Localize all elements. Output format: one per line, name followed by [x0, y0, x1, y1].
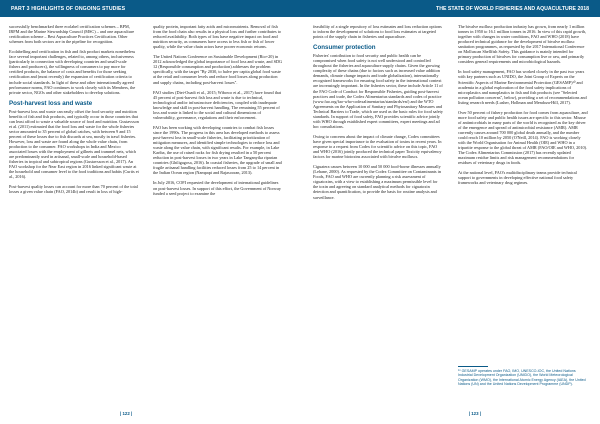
paragraph: The United Nations Conference on Sustainable Development (Rio+20) in 2012 acknowledged the global importance of food loss and waste, and SDG 12 (Responsible consumption and production) addresses the problem specifically, with the target "By 2030, to halve per capita global food waste at the retail and consumer levels and reduce food losses along production and supply chains, including post-harvest losses". [153, 54, 283, 85]
paragraph: Fisheries' contribution to food security and public health can be compromised when food safety is not well understood and controlled throughout the fisheries and aquaculture supply chains. Given the growing complexity of these chains (due to factors such as increased value addition demands, climate change impacts and trade globalization), internationally recognized frameworks for ensuring food safety in the international context are increasingly important. In the fisheries sector, these include Article 11 of the FAO Code of Conduct for Responsible Fisheries, guiding post-harvest practices and trade, the Codex Alimentarius standards and codes of practice (www.fao.org/fao-who-codexalimentarius/standards/en/) and the WTO Agreements on the Application of Sanitary and Phytosanitary Measures and Technical Barriers to Trade, which are used as the basic rules for food safety standards. In support of food safety, FAO provides scientific advice jointly with WHO through established expert committees, expert meetings and ad hoc consultations. [313, 53, 443, 129]
paragraph: quality protein, important fatty acids and micronutrients. Removal of fish from the food chain also results in a physical loss and further contributes to reduced availability. Both types of loss have negative impact on food and nutrition security, as consumers have access to less fish or fish of lower quality, while the value chain actors have poorer economic returns. [153, 24, 282, 50]
paragraph: Post-harvest quality losses can account for more than 70 percent of the total losses a given value chain (FAO, 2014b) and result in loss of high- [9, 184, 138, 195]
column-1 [9, 24, 139, 200]
page-number-left: | 122 | [120, 411, 133, 416]
paragraph: In July 2016, COFI requested the development of international guidelines on post-harvest losses. In support of this effort, the Government of Norway funded a seed project to examine the [153, 180, 281, 196]
header-right-title: THE STATE OF WORLD FISHERIES AND AQUACULTURE 2018 [436, 6, 589, 12]
page-number-right: | 123 | [468, 411, 481, 416]
column-4 [458, 24, 588, 191]
header-left-title: PART 3 HIGHLIGHTS OF ONGOING STUDIES [11, 6, 126, 12]
section-heading-post-harvest: Post-harvest loss and waste [9, 99, 93, 107]
paragraph: Post-harvest loss and waste can easily offset the food security and nutrition benefits of fish and fish products, and typically occur in those countries that can least afford to waste a valuable source of food and nutrition. Gustavsson et al. (2011) estimated that the food loss and waste for the whole fisheries sector amounted to 35 percent of global catches, with between 9 and 15 percent of these losses due to fish discards at sea, mostly in trawl fisheries. However, loss and waste are found along the whole value chain, from production to the consumer. FAO workshops in India and Mexico associated losses with the employment of gillnets and trammel nets, which are predominantly used in artisanal, small-scale and household-based fisheries in tropical and subtropical regions (Gustavsson et al., 2017). An FAO workshop for the Near East region in 2016 linked significant waste at the household and consumer level to the food traditions and habits (Curtis et al., 2016). [9, 108, 139, 180]
section-heading-consumer-protection: Consumer protection [313, 44, 376, 52]
paragraph: Owing to concerns about the impact of climate change, Codex committees have given special importance to the evaluation of toxins in recent years. In response to a request from Codex for scientific advice on this topic, FAO and WHO (2016) jointly produced the technical paper Toxicity equivalency factors for marine biotoxins associated with bivalve molluscs. [313, 133, 442, 160]
column-2 [153, 24, 283, 201]
paragraph: successfully benchmarked three ecolabel certification schemes – BPM, IRFM and the Marine Stewardship Council (MSC) – and one aquaculture certification scheme – Best Aquaculture Practices Certification. Other schemes from both sectors are in the pipeline for recognition. [9, 24, 135, 45]
footnote: ¹⁰ GESAMP operates under FAO, IMO, UNESCO-IOC, the United Nations Industrial Development Organization (UNIDO), the World Meteorological Organization (WMO), the International Atomic Energy Agency (IAEA), the United Nations (UN) and the United Nations Development Programme (UNDP). [458, 369, 586, 387]
paragraph: feasibility of a single repository of loss estimates and loss reduction options to inform the development of solutions to food loss estimates at targeted points of the supply chain in fisheries and aquaculture. [313, 24, 442, 40]
paragraph: Ecolabelling and certification in fish and fish product markets nonetheless face several important challenges, related to, among others, inclusiveness (particularly in connection with developing countries and small-scale fishers and producers), the willingness of consumers to pay more for certified products, the balance of costs and benefits for those seeking certification and (most recently) the expansion of certification criteria to include social standards. In light of these and other internationally agreed performance norms, FAO continues to work closely with its Members, the private sector, NGOs and other stakeholders to develop solutions. [9, 49, 136, 95]
footnote-divider [458, 366, 488, 367]
paragraph: The bivalve mollusc production industry has grown, from nearly 1 million tonnes in 1950 to 16.1 million tonnes in 2016. In view of this rapid growth, together with changes in water conditions, FAO and WHO (2018) have produced technical guidance for the development of bivalve mollusc sanitation programmes, as requested by the 2017 International Conference on Molluscan Shellfish Safety. This guidance is mainly intended for primary production of bivalves for consumption live or raw, and primarily considers general requirements and microbiological hazards. [458, 24, 587, 65]
paragraph: At the national level, FAO's multidisciplinary teams provide technical support to governments in developing effective national food safety frameworks and veterinary drug regimes. [458, 170, 577, 186]
paragraph: Ciguatera causes between 10 000 and 50 000 food-borne illnesses annually (Lehane, 2000). As requested by the Codex Committee on Contaminants in Foods, FAO and WHO are currently planning a risk assessment of ciguatoxins, with a view to establishing a maximum permissible level for the toxin and agreeing on standard analytical methods for ciguatoxin detection and quantification, to provide the basis for routine analysis and surveillance. [313, 164, 441, 200]
paragraph: FAO has been working with developing countries to combat fish losses since the 1990s. The progress in this area has developed methods to assess post-harvest loss in small-scale fisheries, facilitating prioritization of mitigation measures, and identified simple technologies to reduce loss and waste along the value chain, with significant results. For example, in Lake Kariba, the use of raised racks for fish drying resulted in a 50 percent reduction in post-harvest losses in two years in Lake Tanganyika riparian countries (Ghiligagosa, 2016). In coastal fisheries, the upgrade of small and fragile artisanal handling facilities reduced losses from 25 to 14 percent in the Indian Ocean region (Nampapi and Rajasooran, 2013). [153, 124, 282, 176]
paragraph: FAO studies (Diei-Ouadi et al., 2015; Wibowo et al., 2017) have found that 45 percent of post-harvest fish loss and waste is due to technical, technological and/or infrastructure deficiencies, coupled with inadequate knowledge and skill in post-harvest handling. The remaining 55 percent of loss and waste is linked to the social and cultural dimensions of vulnerability, governance, regulations and their enforcement. [153, 89, 282, 120]
paragraph: In food safety management, FAO has worked closely in the past two years with key partners such as UNIDO, the Joint Group of Experts on the Scientific Aspects of Marine Environmental Protection (GESAMP)¹⁰ and academia in a global exploration of the food safety implications of microplastics and nanoplastics in fish and fish products (see "Selected ocean pollution concerns", below), providing a set of recommendations and listing research needs (Lusher, Hollman and Mendoza-Hill, 2017). [458, 69, 587, 105]
paragraph: Over 50 percent of fishery production for food comes from aquaculture, and more food safety and public health issues are specific to this sector. Misuse of antimicrobials in many parts of the world is recognized as the key driver of the emergence and spread of antimicrobial resistance (AMR). AMR currently causes around 700 000 global death annually, and the number could reach 10 million by 2050 (O'Neill, 2014). FAO is working closely with the World Organisation for Animal Health (OIE) and WHO in a tripartite response to the global threat of AMR (FAO/OIE and WHO, 2010). The Codex Alimentarius Commission (2017) has recently updated maximum residue limits and risk management recommendations for residues of veterinary drugs in foods. [458, 109, 588, 166]
page-header [0, 0, 600, 17]
column-3 [313, 24, 443, 205]
